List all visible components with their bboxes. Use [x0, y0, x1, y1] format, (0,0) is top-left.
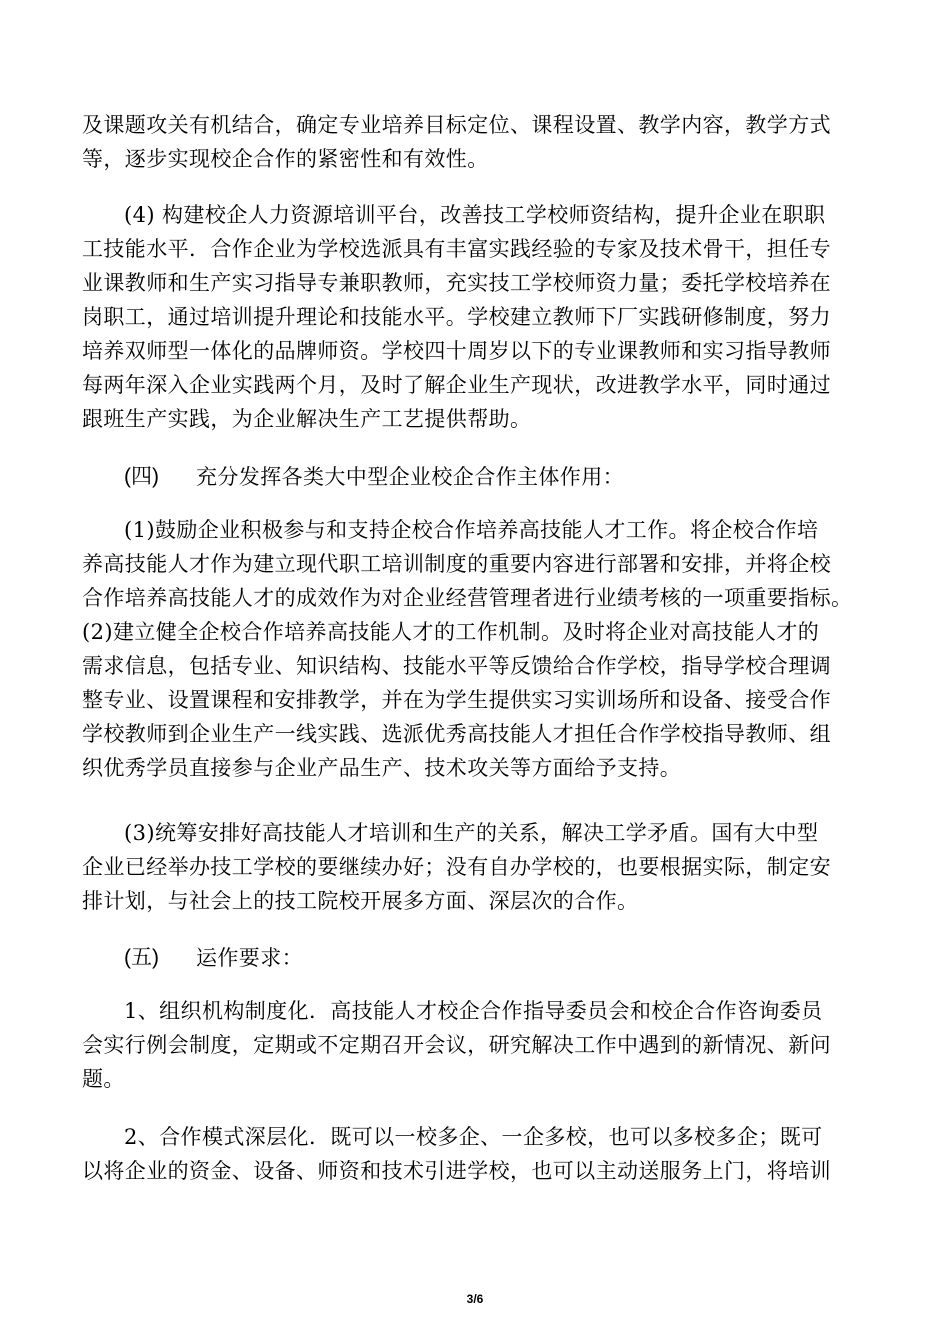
page-number: 3/6: [466, 1292, 484, 1306]
text-line: (2)建立健全企校合作培养高技能人才的工作机制。及时将企业对高技能人才的: [82, 620, 820, 644]
text-line: 培养双师型一体化的品牌师资。学校四十周岁以下的专业课教师和实习指导教师: [82, 339, 831, 363]
text-line: 业课教师和生产实习指导专兼职教师，充实技工学校师资力量；委托学校培养在: [82, 271, 831, 295]
text-line: 题。: [82, 1067, 125, 1091]
section-heading: 运作要求：: [196, 946, 303, 970]
section-number: (四): [124, 465, 159, 488]
text-line: 每两年深入企业实践两个月，及时了解企业生产现状，改进教学水平，同时通过: [82, 373, 831, 397]
section-number: (五): [124, 946, 159, 969]
text-line: 整专业、设置课程和安排教学，并在为学生提供实习实训场所和设备、接受合作: [82, 688, 831, 712]
text-line: 等，逐步实现校企合作的紧密性和有效性。: [82, 147, 489, 171]
text-line: 合作培养高技能人才的成效作为对企业经营管理者进行业绩考核的一项重要指标。: [82, 586, 853, 610]
section-heading: 充分发挥各类大中型企业校企合作主体作用：: [196, 465, 624, 489]
text-line: 学校教师到企业生产一线实践、选派优秀高技能人才担任合作学校指导教师、组: [82, 722, 831, 746]
text-line: 会实行例会制度，定期或不定期召开会议，研究解决工作中遇到的新情况、新问: [82, 1033, 831, 1057]
text-line: 需求信息，包括专业、知识结构、技能水平等反馈给合作学校，指导学校合理调: [82, 654, 831, 678]
text-line: 养高技能人才作为建立现代职工培训制度的重要内容进行部署和安排，并将企校: [82, 552, 831, 576]
text-line: 岗职工，通过培训提升理论和技能水平。学校建立教师下厂实践研修制度，努力: [82, 305, 831, 329]
text-line: (3)统筹安排好高技能人才培训和生产的关系，解决工学矛盾。国有大中型: [124, 821, 819, 845]
text-line: 1、组织机构制度化．高技能人才校企合作指导委员会和校企合作咨询委员: [124, 999, 823, 1023]
text-line: 跟班生产实践，为企业解决生产工艺提供帮助。: [82, 407, 532, 431]
text-line: 织优秀学员直接参与企业产品生产、技术攻关等方面给予支持。: [82, 756, 682, 780]
text-line: 2、合作模式深层化．既可以一校多企、一企多校，也可以多校多企；既可: [124, 1125, 823, 1149]
text-line: 以将企业的资金、设备、师资和技术引进学校，也可以主动送服务上门，将培训: [82, 1159, 831, 1183]
text-line: 排计划，与社会上的技工院校开展多方面、深层次的合作。: [82, 889, 639, 913]
text-line: (1)鼓励企业积极参与和支持企校合作培养高技能人才工作。将企校合作培: [124, 518, 819, 542]
text-line: 工技能水平．合作企业为学校选派具有丰富实践经验的专家及技术骨干，担任专: [82, 237, 831, 261]
text-line: (4) 构建校企人力资源培训平台，改善技工学校师资结构，提升企业在职职: [124, 203, 826, 227]
text-line: 企业已经举办技工学校的要继续办好；没有自办学校的，也要根据实际，制定安: [82, 855, 831, 879]
text-line: 及课题攻关有机结合，确定专业培养目标定位、课程设置、教学内容，教学方式: [82, 113, 831, 137]
